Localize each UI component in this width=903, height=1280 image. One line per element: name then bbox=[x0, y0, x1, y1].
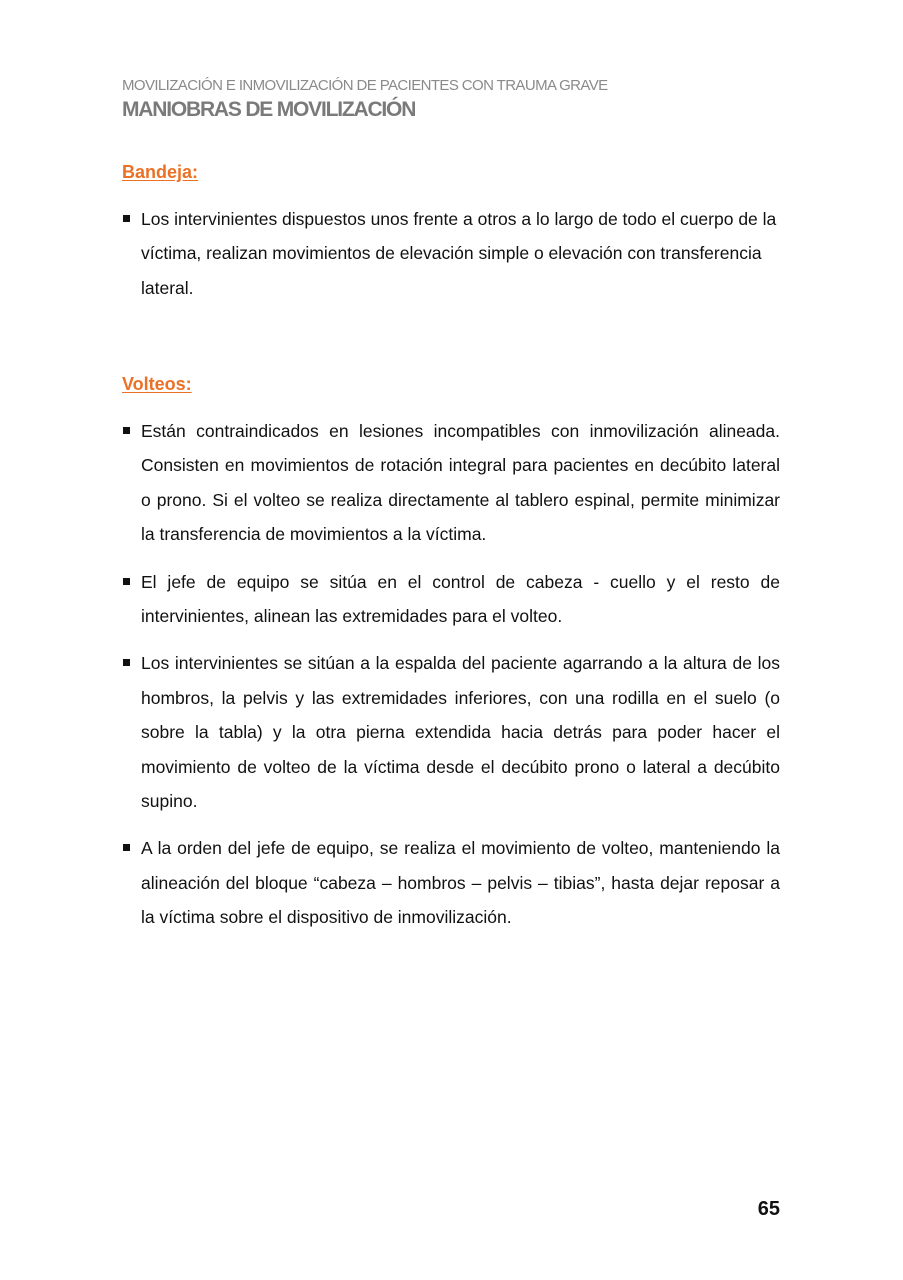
list-item-text: Los intervinientes se sitúan a la espalda del paciente agarrando a la altura de los hombros, la pelvis y las extremidades inferiores, con una rodilla en el suelo (o sobre la tabla) y la otra pierna extendida hacia detrás para poder hacer el movimiento de volteo de la víctima desde el decúbito prono o lateral a decúbito supino. bbox=[141, 653, 780, 812]
square-bullet-icon bbox=[123, 215, 130, 222]
list-item bbox=[122, 565, 780, 634]
running-header-title: MANIOBRAS DE MOVILIZACIÓN bbox=[122, 98, 416, 121]
running-header-subtitle: MOVILIZACIÓN E INMOVILIZACIÓN DE PACIENTES CON TRAUMA GRAVE bbox=[122, 77, 608, 94]
square-bullet-icon bbox=[123, 659, 130, 666]
page-number: 65 bbox=[757, 1198, 780, 1220]
volteos-list bbox=[122, 414, 780, 948]
list-item-text: A la orden del jefe de equipo, se realiza el movimiento de volteo, manteniendo la alineación del bloque “cabeza – hombros – pelvis – tibias”, hasta dejar reposar a la víctima sobre el dispositivo de inmovilización. bbox=[141, 838, 780, 928]
square-bullet-icon bbox=[123, 844, 130, 851]
list-item bbox=[122, 202, 780, 305]
list-item bbox=[122, 831, 780, 934]
bandeja-list bbox=[122, 202, 780, 318]
list-item-text: Los intervinientes dispuestos unos frente a otros a lo largo de todo el cuerpo de la víctima, realizan movimientos de elevación simple o elevación con transferencia lateral. bbox=[141, 209, 777, 298]
list-item-text: Están contraindicados en lesiones incompatibles con inmovilización alineada. Consisten en movimientos de rotación integral para pacientes en decúbito lateral o prono. Si el volteo se realiza directamente al tablero espinal, permite minimizar la transferencia de movimientos a la víctima. bbox=[141, 421, 780, 545]
square-bullet-icon bbox=[123, 578, 130, 585]
square-bullet-icon bbox=[123, 427, 130, 434]
section-heading-volteos: Volteos: bbox=[122, 374, 192, 394]
list-item bbox=[122, 414, 780, 552]
list-item-text: El jefe de equipo se sitúa en el control de cabeza - cuello y el resto de intervinientes, alinean las extremidades para el volteo. bbox=[141, 571, 780, 627]
list-item bbox=[122, 646, 780, 818]
section-heading-bandeja: Bandeja: bbox=[122, 162, 199, 182]
